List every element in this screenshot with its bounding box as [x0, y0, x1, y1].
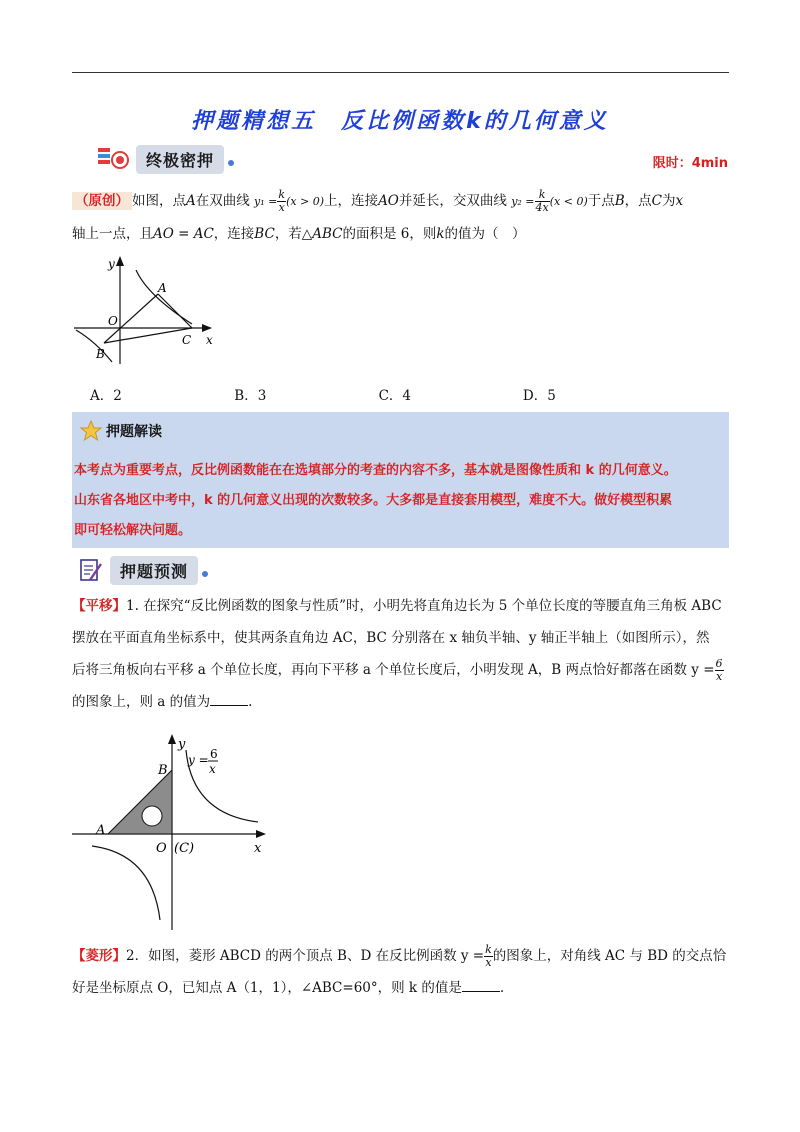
star-icon: [80, 420, 102, 442]
target-icon: [96, 146, 130, 172]
fraction-6-over-x: $\frac{6}{x}$: [715, 657, 723, 683]
curve-y1: [136, 270, 192, 324]
question-original: （原创） 如图，点A在双曲线 y₁ = $\frac{k}{x}$ (x > 0)上，连接AO并延长，交双曲线 y₂ = $\frac{k}{4x}$ (x < 0)于点B，点C为x 轴上一点，且AO = AC，连接BC，若△ABC的面积是 6，则k的值为（ ）: [72, 188, 684, 242]
figure-original: [72, 252, 222, 367]
analysis-body: 本考点为重要考点，反比例函数能在在选填部分的考查的内容不多，基本就是图像性质和 k 的几何意义。 山东省各地区中考中，k 的几何意义出现的次数较多。大多都是直接套用模型，难度不大。做好模型积累 即可轻松解决问题。: [74, 463, 677, 538]
svg-text:x: x: [206, 333, 213, 347]
svg-text:A: A: [158, 281, 167, 295]
svg-text:6: 6: [210, 747, 218, 761]
option-b[interactable]: B．3: [234, 388, 267, 404]
svg-text:B: B: [96, 347, 105, 361]
answer-blank-2[interactable]: [462, 979, 500, 992]
option-d[interactable]: D．5: [522, 388, 556, 404]
svg-text:x: x: [254, 841, 262, 856]
section-dot: [228, 160, 234, 166]
svg-text:y: y: [108, 257, 115, 271]
time-limit: 限时：4min: [652, 156, 728, 171]
question-2: 【菱形】2．如图，菱形 ABCD 的两个顶点 B、D 在反比例函数 y = $\frac{k}{x}$ 的图象上，对角线 AC 与 BD 的交点恰 好是坐标原点 O，已知点 A（1，1），∠ABC=60°，则 k 的值是 .: [72, 943, 727, 996]
fraction-k-over-4x: $\frac{k}{4x}$: [535, 188, 549, 214]
options-row: [90, 384, 663, 404]
notebook-pen-icon: [78, 556, 104, 584]
q1-tag: 【平移】: [72, 598, 126, 614]
section-predict-header: [78, 553, 208, 587]
triangle-abc: [108, 770, 172, 834]
triangle-hole: [142, 806, 162, 826]
fraction-k-over-x-q2: $\frac{k}{x}$: [485, 943, 492, 969]
svg-text:A: A: [96, 823, 106, 838]
q2-tag: 【菱形】: [72, 948, 126, 964]
svg-text:x: x: [209, 762, 216, 776]
figure-q1: [72, 730, 272, 930]
svg-text:y: y: [178, 737, 186, 752]
section-predict-label: 押题预测: [110, 556, 198, 585]
curve-y2: [76, 330, 112, 362]
curve-6-over-x-q3: [92, 846, 160, 920]
top-rule: [72, 72, 729, 73]
option-c[interactable]: C．4: [378, 388, 412, 404]
segment-ac: [158, 294, 192, 328]
svg-text:B: B: [158, 763, 168, 778]
question-1: 【平移】1. 在探究“反比例函数的图象与性质”时，小明先将直角边长为 5 个单位长度的等腰直角三角板 ABC 摆放在平面直角坐标系中，使其两条直角边 AC，BC 分别落在 x 轴负半轴、y 轴正半轴上（如图所示），然 后将三角板向右平移 a 个单位长度，再向下平移 a 个单位长度后，小明发现 A，B 两点恰好都落在函数 y = $\frac{6}{x}$ 的图象上，则 a 的值为 .: [72, 598, 723, 710]
original-tag: （原创）: [72, 192, 132, 210]
page-title: 押题精想五 反比例函数k的几何意义: [191, 109, 609, 134]
section-final-label: 终极密押: [136, 145, 224, 174]
section-final-header: [96, 142, 234, 176]
answer-blank-1[interactable]: [210, 693, 248, 706]
svg-text:O: O: [108, 314, 118, 328]
svg-text:y =: y =: [188, 753, 209, 767]
fraction-k-over-x: $\frac{k}{x}$: [278, 188, 286, 214]
analysis-head: 押题解读: [80, 420, 162, 442]
analysis-panel: [72, 412, 729, 548]
svg-text:O: O: [156, 841, 167, 856]
svg-text:(C): (C): [174, 841, 195, 856]
svg-text:C: C: [182, 333, 192, 347]
option-a[interactable]: A．2: [90, 388, 122, 404]
